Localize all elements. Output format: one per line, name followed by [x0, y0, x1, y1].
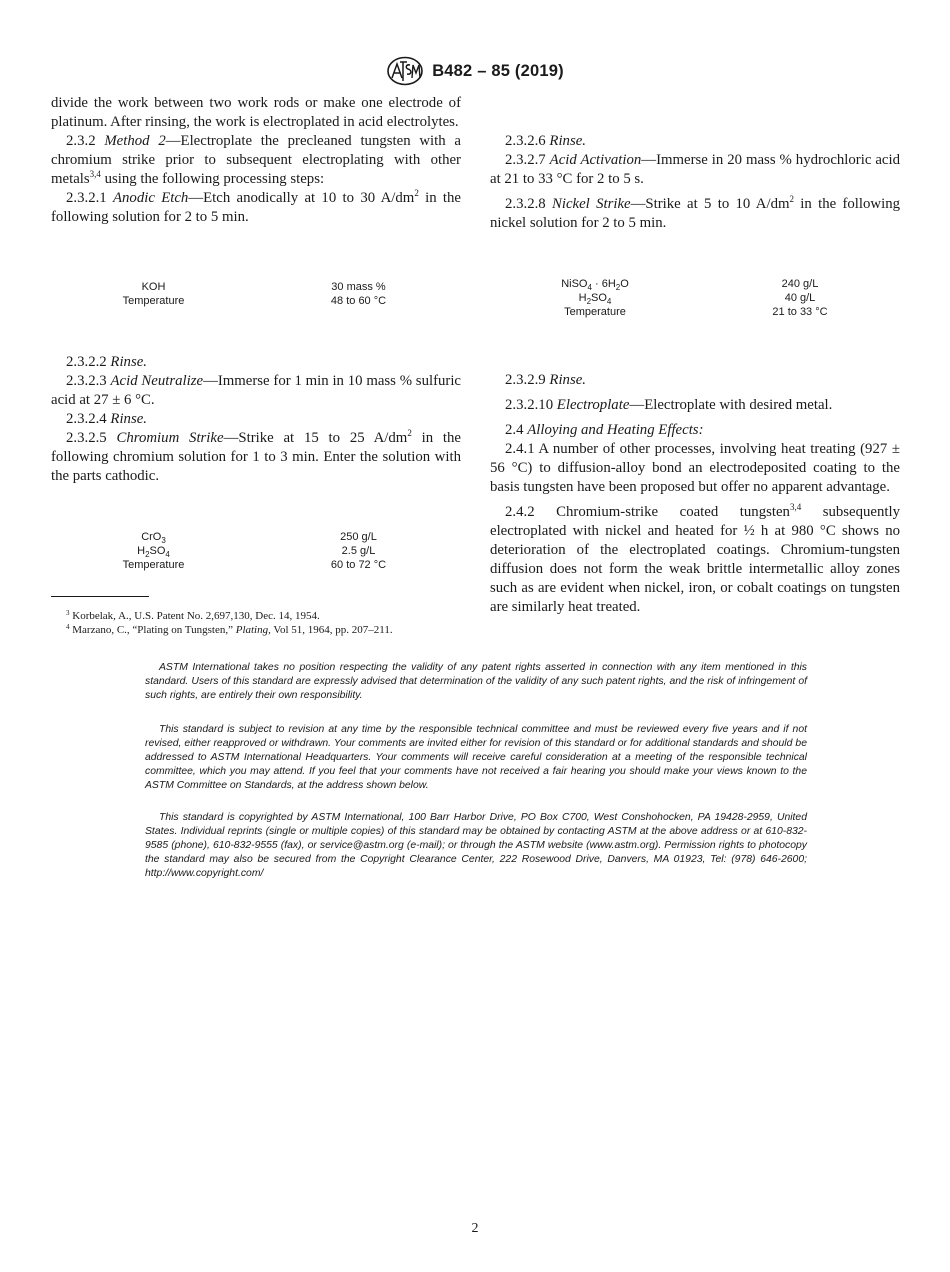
section-2-3-2-7: 2.3.2.7 Acid Activation—Immerse in 20 mass % hydrochloric acid at 21 to 33 °C for 2 to 5 s.: [490, 152, 900, 187]
footnote-3: $^3$ Korbelak, A., U.S. Patent No. 2,697,130, Dec. 14, 1954.: [66, 609, 320, 622]
section-2-3-2: 2.3.2 Method 2—Electroplate the precleaned tungsten with a chromium strike prior to subsequent electroplating with other metals$^{3,4}$ using the following processing steps:: [51, 133, 461, 187]
page-header: [0, 56, 950, 86]
section-2-4-1: 2.4.1 A number of other processes, involving heat treating (927 ± 56 °C) to diffusion-alloy bond an electrodeposited coating to the basis tungsten have been proposed but offer no apparent advantage.: [490, 441, 900, 495]
patent-notice: ASTM International takes no position respecting the validity of any patent rights asserted in connection with any item mentioned in this standard. Users of this standard are expressly advised that determination of the validity of any such patent rights, and the risk of infringement of such rights, are entirely their own responsibility.: [145, 662, 807, 701]
section-2-3-2-10: 2.3.2.10 Electroplate—Electroplate with desired metal.: [505, 397, 833, 413]
table-row: NiSO$_4$ · $6H_2O$ 240 g/L: [561, 278, 819, 292]
footnotes: [51, 609, 461, 637]
document-designation: B482 – 85 (2019): [432, 61, 564, 80]
table-row: CrO$_3$ 250 g/L: [141, 531, 377, 545]
section-2-3-2-3: 2.3.2.3 Acid Neutralize—Immerse for 1 min in 10 mass % sulfuric acid at 27 ± 6 °C.: [51, 373, 462, 408]
footnote-4: $^4$ Marzano, C., “Plating on Tungsten,” Plating, Vol 51, 1964, pp. 207–211.: [66, 623, 393, 636]
paragraph-continued: divide the work between two work rods or make one electrode of platinum. After rinsing, the work is electroplated in acid electrolytes.: [51, 95, 461, 130]
nickel-solution-table: [490, 277, 900, 319]
page-number: 2: [471, 1221, 479, 1236]
section-2-3-2-4: 2.3.2.4 Rinse.: [66, 411, 147, 427]
right-column: [490, 132, 900, 617]
section-2-3-2-5: 2.3.2.5 Chromium Strike—Strike at 15 to 25 $A/dm^2$ in the following chromium solution for 1 to 3 min. Enter the solution with the parts cathodic.: [51, 428, 461, 484]
footnote-divider: [51, 596, 149, 597]
table-row: $H_2SO_4$ 40 g/L: [578, 292, 816, 306]
section-2-3-2-1: 2.3.2.1 Anodic Etch—Etch anodically at 10 to 30 $A/dm^2$ in the following solution for 2 to 5 min.: [51, 188, 461, 225]
revision-notice: This standard is subject to revision at any time by the responsible technical committee and must be reviewed every five years and if not revised, either reapproved or withdrawn. Your comments are invited either for revision of this standard or for additional standards and should be addressed to ASTM International Headquarters. Your comments will receive careful consideration at a meeting of the responsible technical committee, which you may attend. If you feel that your comments have not received a fair hearing you should make your views known to the ASTM Committee on Standards, at the address shown below.: [145, 724, 807, 791]
chromium-solution-table: [51, 530, 461, 572]
section-2-4-2: 2.4.2 Chromium-strike coated tungsten$^{3,4}$ subsequently electroplated with nickel and heated for ½ h at 980 °C shows no deterioration of the electroplated coatings. Chromium-tungsten diffusion does not form the weak brittle intermetallic alloy zones such as are evident when nickel, iron, or cobalt coatings on tungsten are similarly heat treated.: [490, 502, 901, 615]
copyright-notice: This standard is copyrighted by ASTM International, 100 Barr Harbor Drive, PO Box C700, West Conshohocken, PA 19428-2959, United States. Individual reprints (single or multiple copies) of this standard may be obtained by contacting ASTM at the above address or at 610-832-9585 (phone), 610-832-9555 (fax), or service@astm.org (e-mail); or through the ASTM website (www.astm.org). Permission rights to photocopy the standard may also be secured from the Copyright Clearance Center, 222 Rosewood Drive, Danvers, MA 01923, Tel: (978) 646-2600; http://www.copyright.com/: [145, 812, 807, 879]
section-2-3-2-8: 2.3.2.8 Nickel Strike—Strike at 5 to 10 $A/dm^2$ in the following nickel solution for 2 to 5 min.: [490, 194, 900, 231]
table-row: Temperature 60 to 72 °C: [122, 559, 387, 571]
left-column: [51, 94, 461, 637]
astm-logo-icon: [386, 56, 424, 86]
section-2-3-2-9: 2.3.2.9 Rinse.: [505, 372, 586, 388]
section-2-3-2-2: 2.3.2.2 Rinse.: [66, 354, 147, 370]
footnote-ref: 3,4: [789, 502, 802, 512]
table-row: $H_2SO_4$ 2.5 g/L: [137, 545, 376, 559]
section-2-3-2-6: 2.3.2.6 Rinse.: [505, 133, 586, 149]
table-row: Temperature 48 to 60 °C: [122, 295, 387, 307]
footnote-ref: 3,4: [89, 169, 101, 179]
table-row: KOH 30 mass %: [141, 281, 386, 293]
section-2-4: 2.4 Alloying and Heating Effects:: [505, 422, 704, 438]
koh-solution-table: [51, 280, 461, 308]
table-row: Temperature 21 to 33 °C: [564, 306, 828, 318]
